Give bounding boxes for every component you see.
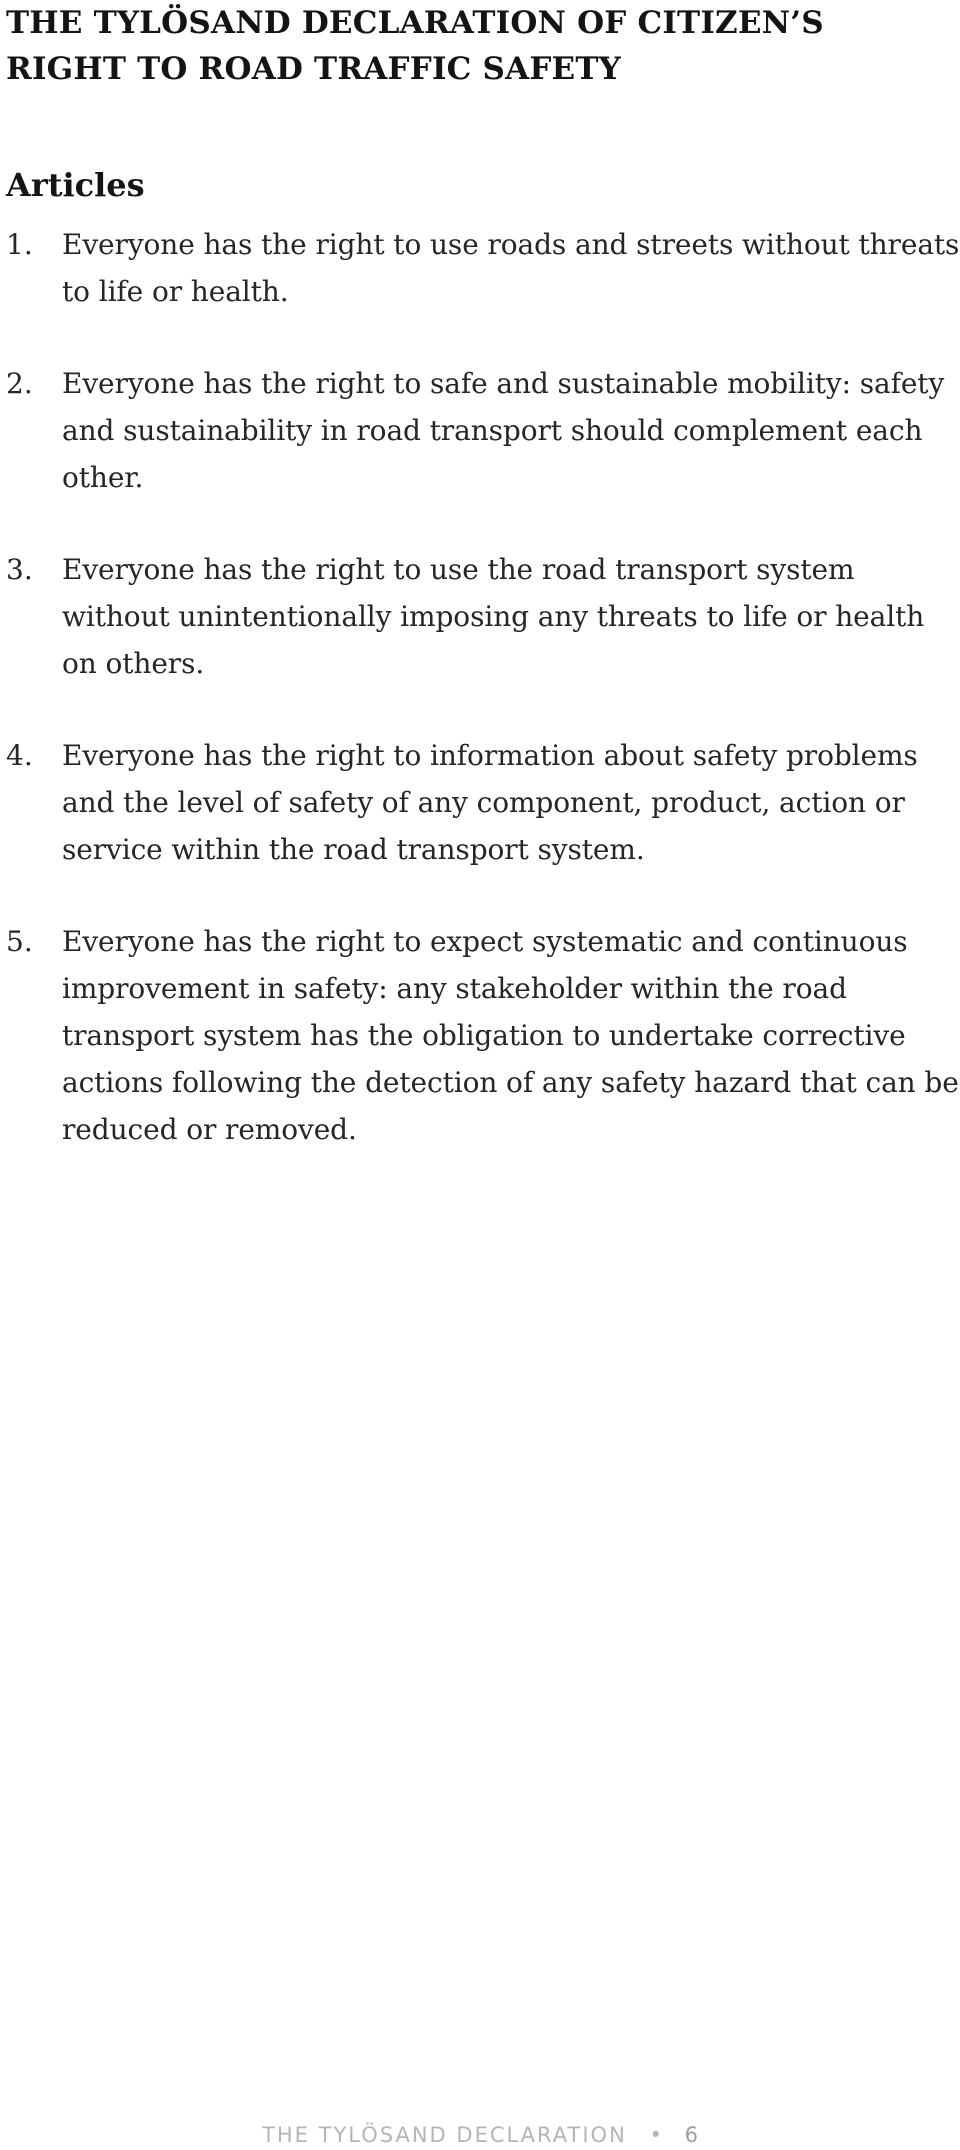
article-number: 3. xyxy=(6,553,33,586)
article-number: 5. xyxy=(6,925,33,958)
article-text: Everyone has the right to safe and sustainable mobility: safety and sustainability in road transport should complement each other. xyxy=(62,367,945,494)
document-title: THE TYLÖSAND DECLARATION OF CITIZEN’S RIGHT TO ROAD TRAFFIC SAFETY xyxy=(6,5,824,87)
article-number: 1. xyxy=(6,228,33,261)
article-item xyxy=(0,360,960,501)
footer-running-title: THE TYLÖSAND DECLARATION xyxy=(262,2123,627,2147)
section-heading: Articles xyxy=(6,166,145,204)
article-item xyxy=(0,221,960,315)
article-item xyxy=(0,732,960,873)
article-item xyxy=(0,546,960,687)
footer-separator: • xyxy=(649,2123,662,2147)
article-text: Everyone has the right to expect systematic and continuous improvement in safety: any stakeholder within the road transport system has the obligation to undertake corrective actions following the detection of any safety hazard that can be reduced or removed. xyxy=(62,925,959,1146)
article-text: Everyone has the right to use roads and streets without threats to life or health. xyxy=(62,228,960,308)
page-footer xyxy=(0,2120,960,2150)
article-text: Everyone has the right to information about safety problems and the level of safety of any component, product, action or service within the road transport system. xyxy=(62,739,918,866)
article-text: Everyone has the right to use the road transport system without unintentionally imposing any threats to life or health on others. xyxy=(62,553,925,680)
article-number: 4. xyxy=(6,739,33,772)
articles-list xyxy=(0,221,960,1198)
article-number: 2. xyxy=(6,367,33,400)
page-number: 6 xyxy=(684,2123,698,2147)
article-item xyxy=(0,918,960,1153)
